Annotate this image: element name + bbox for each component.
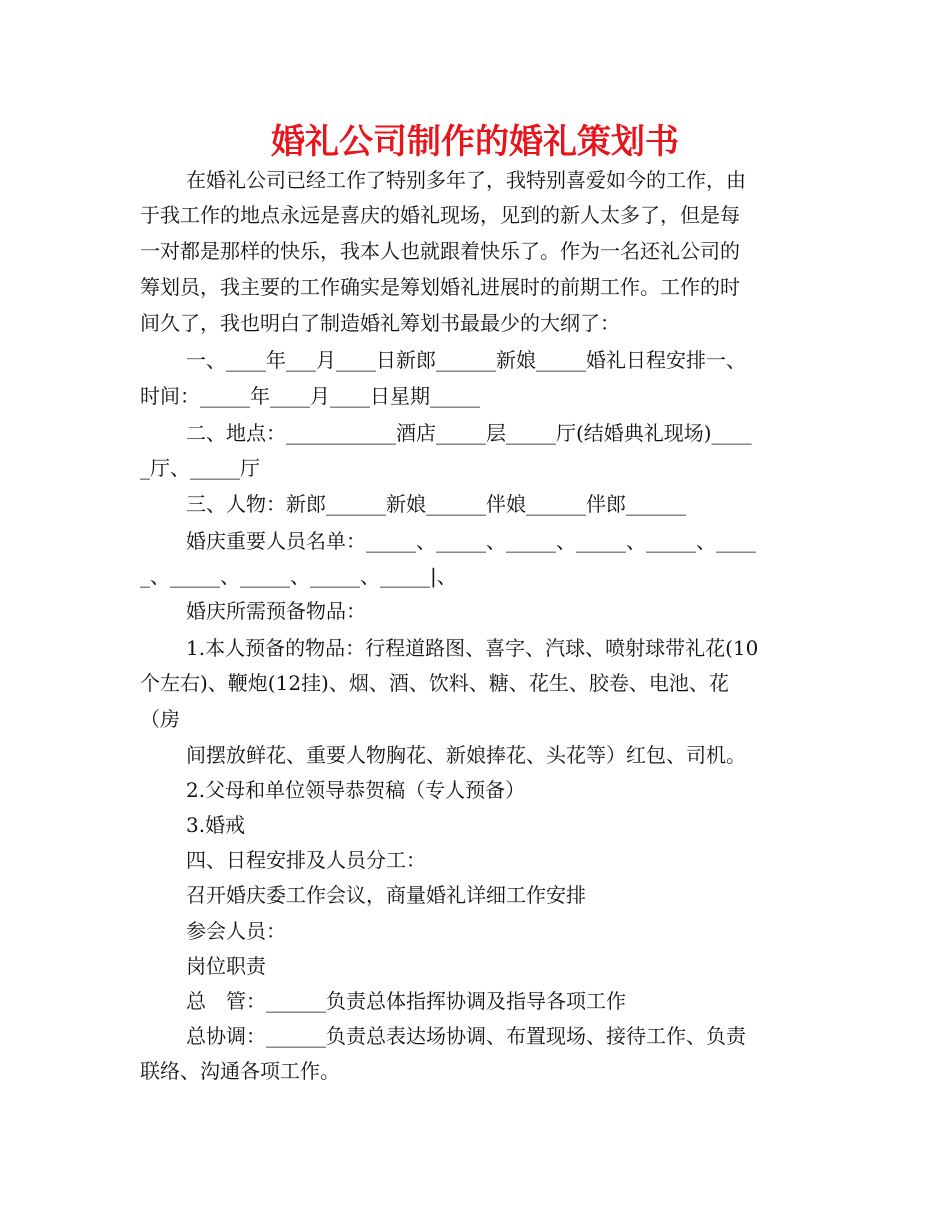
paragraph-line: _厅、_____厅 bbox=[140, 456, 260, 480]
paragraph-line: 参会人员： bbox=[186, 919, 286, 943]
document-title: 婚礼公司制作的婚礼策划书 bbox=[271, 122, 679, 162]
paragraph-line: 筹划员，我主要的工作确实是筹划婚礼进展时的前期工作。工作的时 bbox=[140, 275, 740, 299]
paragraph-line: 一对都是那样的快乐，我本人也就跟着快乐了。作为一名还礼公司的 bbox=[140, 239, 740, 263]
paragraph-line: 2.父母和单位领导恭贺稿（专人预备） bbox=[186, 778, 526, 802]
paragraph-line: 3.婚戒 bbox=[186, 813, 246, 837]
paragraph-line: 间摆放鲜花、重要人物胸花、新娘捧花、头花等）红包、司机。 bbox=[186, 743, 746, 767]
paragraph-line: 总协调：______负责总表达场协调、布置现场、接待工作、负责 bbox=[186, 1024, 746, 1048]
paragraph-line: 婚庆重要人员名单：_____、_____、_____、_____、_____、____ bbox=[186, 529, 756, 553]
paragraph-line: 一、____年___月____日新郎______新娘_____婚礼日程安排一、 bbox=[186, 348, 746, 372]
paragraph-line: 岗位职责 bbox=[186, 954, 266, 978]
paragraph-line: 联络、沟通各项工作。 bbox=[140, 1059, 340, 1083]
paragraph-line: 个左右)、鞭炮(12挂)、烟、酒、饮料、糖、花生、胶卷、电池、花 bbox=[140, 671, 729, 695]
paragraph-line: 1.本人预备的物品：行程道路图、喜字、汽球、喷射球带礼花(10 bbox=[186, 636, 759, 660]
paragraph-line: 总 管：______负责总体指挥协调及指导各项工作 bbox=[186, 989, 626, 1013]
paragraph-line: 婚庆所需预备物品： bbox=[186, 599, 366, 623]
paragraph-line: 四、日程安排及人员分工： bbox=[186, 848, 426, 872]
paragraph-line: 在婚礼公司已经工作了特别多年了，我特别喜爱如今的工作，由 bbox=[186, 168, 746, 192]
paragraph-line: 二、地点：___________酒店_____层_____厅(结婚典礼现场)____ bbox=[186, 421, 752, 445]
paragraph-line: 于我工作的地点永远是喜庆的婚礼现场，见到的新人太多了，但是每 bbox=[140, 203, 740, 227]
paragraph-line: 间久了，我也明白了制造婚礼筹划书最最少的大纲了： bbox=[140, 311, 620, 335]
paragraph-line: 时间：_____年____月____日星期_____ bbox=[140, 384, 480, 408]
paragraph-line: （房 bbox=[140, 707, 180, 731]
paragraph-line: 三、人物：新郎______新娘______伴娘______伴郎______ bbox=[186, 492, 686, 516]
paragraph-line: _、_____、_____、_____、_____|、 bbox=[140, 564, 457, 588]
paragraph-line: 召开婚庆委工作会议，商量婚礼详细工作安排 bbox=[186, 883, 586, 907]
